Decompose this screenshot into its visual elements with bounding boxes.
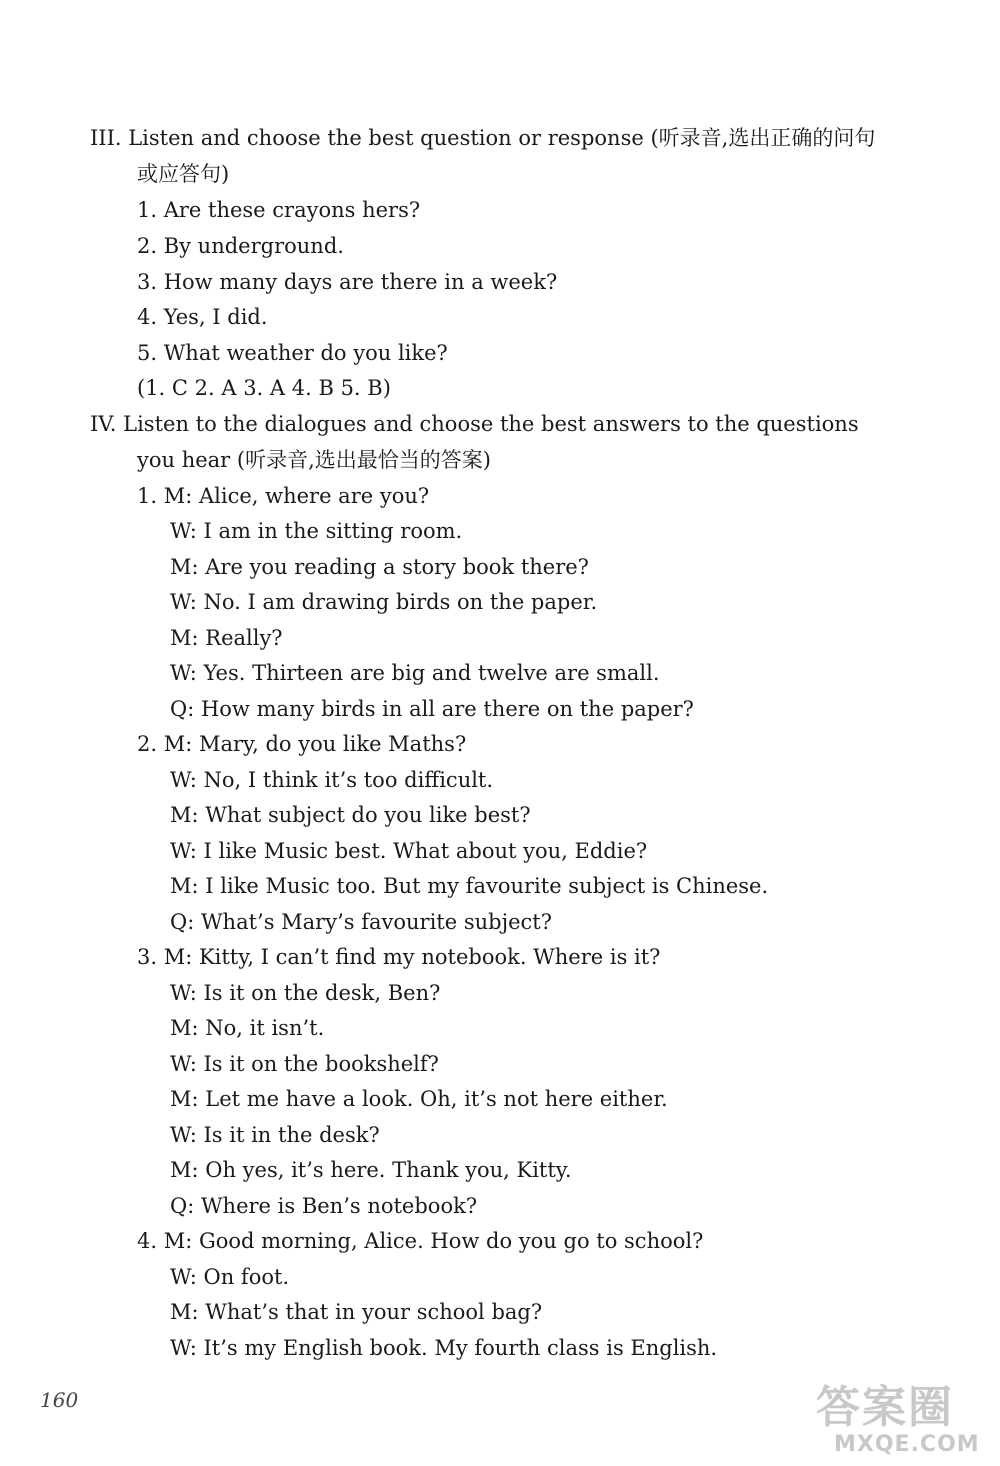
dialogue-4-line: W: On foot. [170, 1265, 290, 1289]
dialogue-4-line: W: It’s my English book. My fourth class is English. [170, 1336, 718, 1360]
dialogue-3-question: Q: Where is Ben’s notebook? [170, 1194, 478, 1218]
section-3-answers: (1. C 2. A 3. A 4. B 5. B) [137, 376, 391, 400]
section-3-item: 3. How many days are there in a week? [137, 270, 558, 294]
dialogue-3-line: W: Is it in the desk? [170, 1123, 380, 1147]
dialogue-3-line: W: Is it on the desk, Ben? [170, 981, 441, 1005]
dialogue-2-line: W: No, I think it’s too difficult. [170, 768, 494, 792]
watermark-logo-text: 答案圈 [816, 1382, 954, 1433]
dialogue-1-line: W: Yes. Thirteen are big and twelve are small. [170, 661, 660, 685]
dialogue-1-question: Q: How many birds in all are there on the paper? [170, 697, 694, 721]
dialogue-3-line: M: No, it isn’t. [170, 1016, 325, 1040]
section-3-heading: III. Listen and choose the best question or response (听录音,选出正确的问句 [90, 126, 876, 150]
dialogue-2-line: 2. M: Mary, do you like Maths? [137, 732, 467, 756]
section-3-item: 2. By underground. [137, 234, 344, 258]
section-3-heading-cont: 或应答句) [137, 162, 230, 186]
dialogue-2-line: W: I like Music best. What about you, Eddie? [170, 839, 648, 863]
dialogue-3-line: 3. M: Kitty, I can’t find my notebook. Where is it? [137, 945, 661, 969]
dialogue-3-line: M: Let me have a look. Oh, it’s not here either. [170, 1087, 668, 1111]
dialogue-1-line: 1. M: Alice, where are you? [137, 484, 430, 508]
dialogue-4-line: M: What’s that in your school bag? [170, 1300, 543, 1324]
dialogue-2-question: Q: What’s Mary’s favourite subject? [170, 910, 552, 934]
dialogue-4-line: 4. M: Good morning, Alice. How do you go to school? [137, 1229, 704, 1253]
dialogue-2-line: M: What subject do you like best? [170, 803, 531, 827]
section-3-item: 1. Are these crayons hers? [137, 198, 421, 222]
dialogue-1-line: W: No. I am drawing birds on the paper. [170, 590, 598, 614]
section-3-item: 4. Yes, I did. [137, 305, 268, 329]
dialogue-2-line: M: I like Music too. But my favourite subject is Chinese. [170, 874, 769, 898]
dialogue-1-line: W: I am in the sitting room. [170, 519, 463, 543]
section-3-item: 5. What weather do you like? [137, 341, 448, 365]
section-4-heading: IV. Listen to the dialogues and choose the best answers to the questions [90, 412, 859, 436]
dialogue-1-line: M: Really? [170, 626, 283, 650]
dialogue-3-line: W: Is it on the bookshelf? [170, 1052, 439, 1076]
watermark-domain: MXQE.COM [834, 1432, 980, 1457]
site-watermark [812, 1384, 992, 1462]
section-4-heading-cont: you hear (听录音,选出最恰当的答案) [137, 448, 491, 472]
dialogue-1-line: M: Are you reading a story book there? [170, 555, 589, 579]
dialogue-3-line: M: Oh yes, it’s here. Thank you, Kitty. [170, 1158, 572, 1182]
page-number: 160 [40, 1388, 79, 1412]
